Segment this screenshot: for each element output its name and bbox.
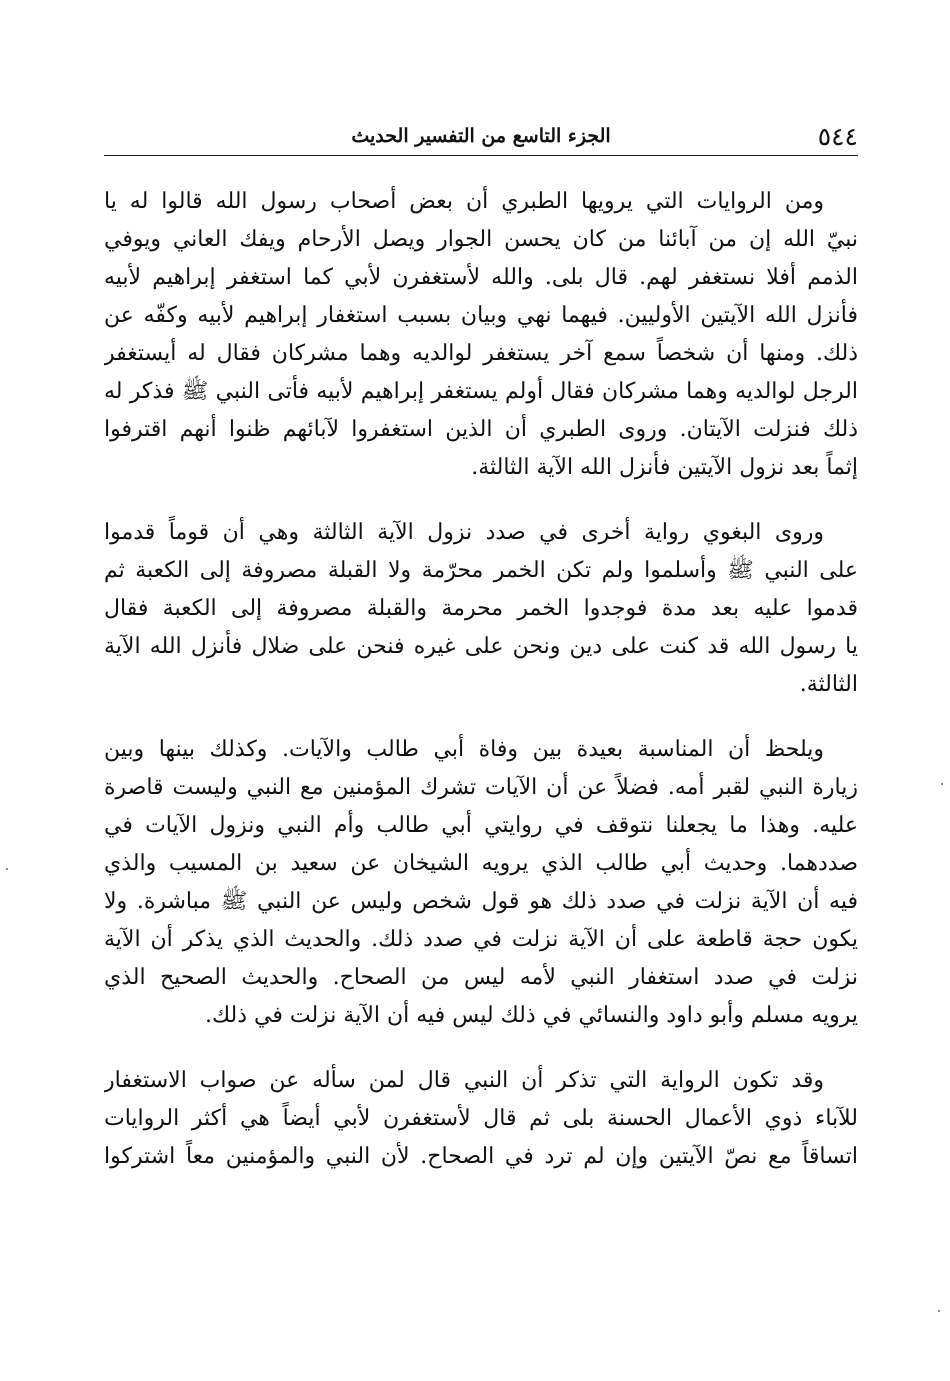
running-title: الجزء التاسع من التفسير الحديث: [351, 125, 611, 147]
text-line: للآباء ذوي الأعمال الحسنة بلى ثم قال لأستغفرن لأبي أيضاً هي أكثر الروايات: [104, 1106, 858, 1131]
scan-speck: [938, 1310, 940, 1312]
page-header: [104, 118, 858, 154]
text-line: قدموا عليه بعد مدة فوجدوا الخمر محرمة والقبلة مصروفة إلى الكعبة فقال: [104, 596, 858, 621]
text-line: على النبي ﷺ وأسلموا ولم تكن الخمر محرّمة ولا القبلة مصروفة إلى الكعبة ثم: [104, 558, 858, 583]
text-line: نبيّ الله إن من آبائنا من كان يحسن الجوار ويصل الأرحام ويفك العاني ويوفي: [104, 227, 858, 252]
paragraph-2: [104, 514, 858, 704]
paragraph-gap: [104, 704, 858, 731]
paragraph-gap: [104, 1035, 858, 1062]
text-line: اتساقاً مع نصّ الآيتين وإن لم ترد في الصحاح. لأن النبي والمؤمنين معاً اشتركوا: [104, 1144, 858, 1169]
text-line: ذلك فنزلت الآيتان. وروى الطبري أن الذين استغفروا لآبائهم ظنوا أنهم اقترفوا: [104, 417, 858, 442]
text-line: نزلت في صدد استغفار النبي لأمه ليس من الصحاح. والحديث الصحيح الذي: [104, 965, 858, 990]
paragraph-1: [104, 183, 858, 487]
text-line: يرويه مسلم وأبو داود والنسائي في ذلك ليس فيه أن الآية نزلت في ذلك.: [204, 1003, 858, 1028]
text-line: ومن الروايات التي يرويها الطبري أن بعض أصحاب رسول الله قالوا له يا: [104, 189, 824, 214]
text-line: صددهما. وحديث أبي طالب الذي يرويه الشيخان عن سعيد بن المسيب والذي: [104, 851, 858, 876]
text-line: وروى البغوي رواية أخرى في صدد نزول الآية الثالثة وهي أن قوماً قدموا: [104, 520, 824, 545]
paragraph-4: [104, 1062, 858, 1176]
text-line: زيارة النبي لقبر أمه. فضلاً عن أن الآيات تشرك المؤمنين مع النبي وليست قاصرة: [104, 775, 858, 800]
text-line: الذمم أفلا نستغفر لهم. قال بلى. والله لأستغفرن لأبي كما استغفر إبراهيم لأبيه: [104, 265, 858, 290]
scan-speck: [941, 783, 943, 785]
paragraph-gap: [104, 487, 858, 514]
text-line: يكون حجة قاطعة على أن الآية نزلت في صدد ذلك. والحديث الذي يذكر أن الآية: [104, 927, 858, 952]
text-line: ذلك. ومنها أن شخصاً سمع آخر يستغفر لوالديه وهما مشركان فقال له أيستغفر: [104, 341, 858, 366]
page-number: ٥٤٤: [817, 122, 858, 151]
paragraph-3: [104, 731, 858, 1035]
text-line: فأنزل الله الآيتين الأولیين. فيهما نهي وبيان بسبب استغفار إبراهيم لأبيه وكفّه عن: [104, 303, 858, 328]
scan-speck: [6, 868, 8, 870]
text-line: الرجل لوالديه وهما مشركان فقال أولم يستغفر إبراهيم لأبيه فأتى النبي ﷺ فذكر له: [104, 379, 858, 404]
header-rule: [104, 155, 858, 156]
text-line: ويلحظ أن المناسبة بعيدة بين وفاة أبي طالب والآيات. وكذلك بينها وبين: [104, 737, 824, 762]
text-line: الثالثة.: [799, 672, 858, 697]
text-line: عليه. وهذا ما يجعلنا نتوقف في روايتي أبي طالب وأم النبي ونزول الآيات في: [104, 813, 858, 838]
body-text: [104, 183, 858, 1176]
text-line: إثماً بعد نزول الآيتين فأنزل الله الآية الثالثة.: [471, 455, 858, 480]
text-line: يا رسول الله قد كنت على دين ونحن على غيره فنحن على ضلال فأنزل الله الآية: [104, 634, 858, 659]
text-line: وقد تكون الرواية التي تذكر أن النبي قال لمن سأله عن صواب الاستغفار: [104, 1068, 824, 1093]
text-line: فيه أن الآية نزلت في صدد ذلك هو قول شخص وليس عن النبي ﷺ مباشرة. ولا: [104, 889, 858, 914]
